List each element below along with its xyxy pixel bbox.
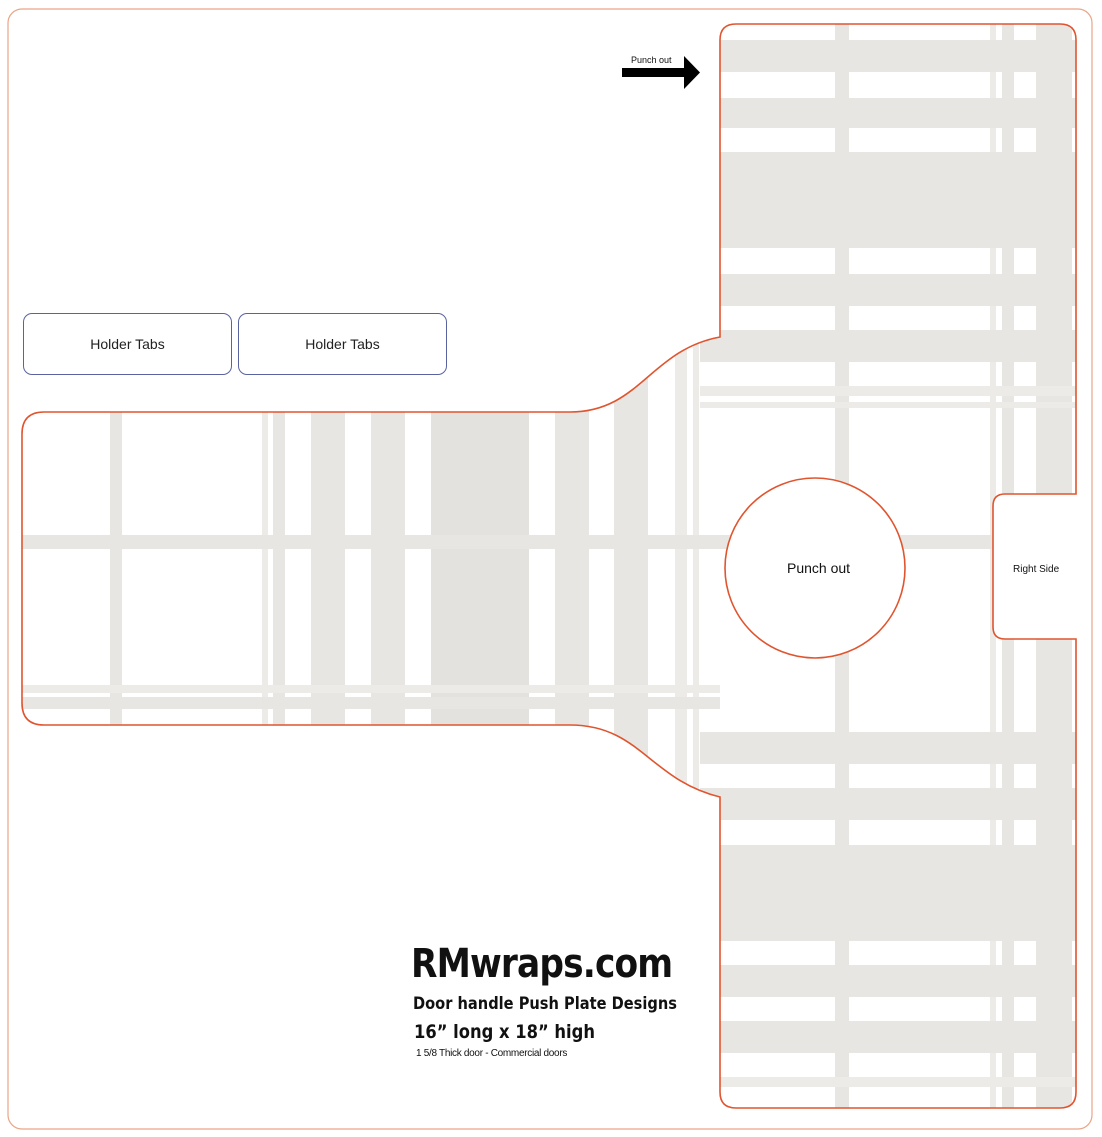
holder-tab-2-label: Holder Tabs — [305, 336, 380, 352]
punch-out-circle-label: Punch out — [787, 560, 851, 576]
right-side-label: Right Side — [1013, 564, 1060, 575]
brand-product: Door handle Push Plate Designs — [413, 994, 677, 1014]
holder-tab-2 — [238, 313, 447, 375]
punch-out-arrow-label: Punch out — [631, 55, 672, 65]
brand-size: 16” long x 18” high — [414, 1021, 595, 1043]
brand-note: 1 5/8 Thick door - Commercial doors — [416, 1048, 568, 1059]
brand-site: RMwraps.com — [411, 941, 673, 987]
holder-tab-1-label: Holder Tabs — [90, 336, 165, 352]
holder-tab-1 — [23, 313, 232, 375]
